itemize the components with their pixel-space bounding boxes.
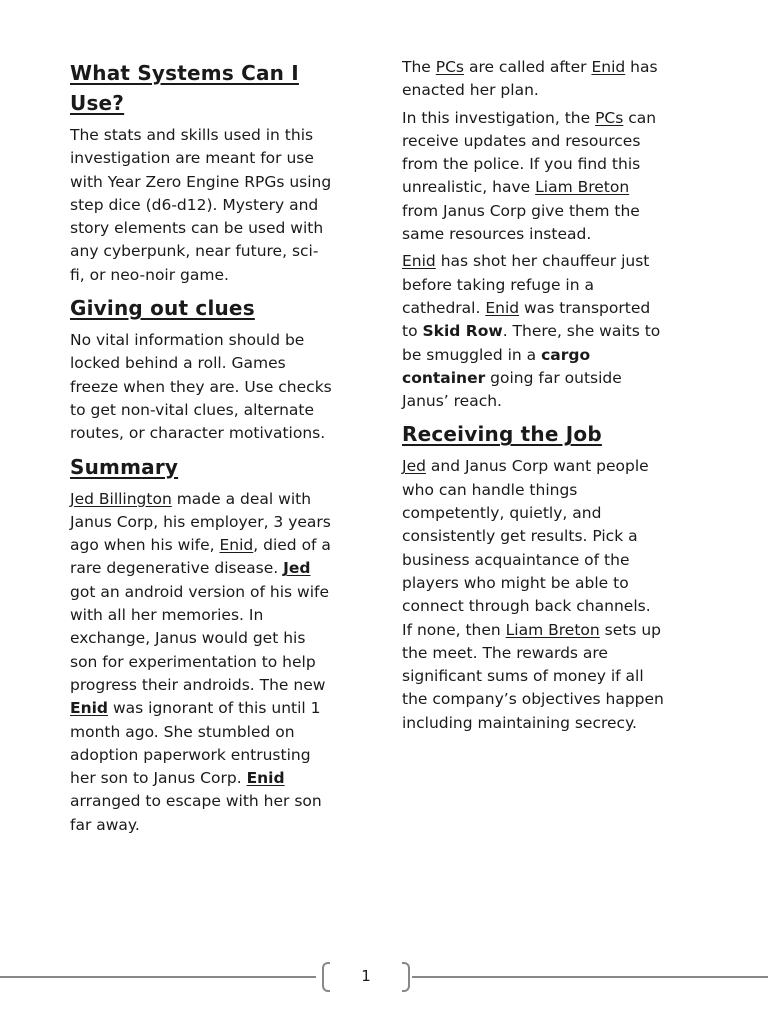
text-run: got an android version of his wife with all her memories. In exchange, Janus would get his son for experimentation to help progress their androids. The new (70, 582, 329, 694)
text-run: . There, she waits to be smuggled in a (402, 322, 661, 364)
term-cargo-container: cargo container (402, 345, 591, 387)
text-run: can receive updates and resources from the police. If you find this unrealistic, have (402, 108, 657, 197)
page-number: 1 (361, 967, 371, 985)
paragraph-clues: No vital information should be locked behind a roll. Games freeze when they are. Use checks to get non-vital clues, alternate routes, or character motivations. (70, 331, 332, 443)
text-run: In this investigation, the (402, 108, 596, 127)
text-run: The (402, 58, 436, 76)
name-liam-breton: Liam Breton (505, 620, 600, 639)
heading-giving-clues: Giving out clues (70, 296, 255, 321)
text-run: was ignorant of this until 1 month ago. She stumbled on adoption paperwork entrusting her son to Janus Corp. (70, 699, 321, 788)
footer-rule-right (412, 976, 768, 978)
name-enid: Enid (402, 252, 436, 271)
place-skid-row: Skid Row (422, 322, 503, 341)
text-run: , died of a rare degenerative disease. (70, 536, 331, 578)
footer-rule-left (0, 976, 316, 978)
text-run: was transported to (402, 298, 651, 341)
text-run: sets up the meet. The rewards are significant sums of money if all the company’s objectives happen including maintaining secrecy. (402, 620, 664, 732)
paragraph-receiving-job (402, 455, 664, 735)
paragraph-summary (70, 488, 332, 837)
term-pcs: PCs (435, 58, 465, 76)
text-run: arranged to escape with her son far away. (70, 792, 322, 834)
name-enid: Enid (591, 58, 626, 76)
text-run: has shot her chauffeur just before taking refuge in a cathedral. (402, 252, 650, 317)
name-jed-bold: Jed (283, 559, 311, 578)
paragraph-systems: The stats and skills used in this investigation are meant for use with Year Zero Engine RPGs using step dice (d6-d12). Mystery and story elements can be used with any cyberpunk, near future, sci-fi, or neo-noir game. (70, 126, 332, 284)
text-run: has enacted her plan. (402, 58, 658, 100)
left-bracket-ornament (322, 962, 330, 992)
text-run: going far outside Janus’ reach. (402, 368, 622, 411)
paragraph-pcs-called (402, 56, 664, 103)
paragraph-investigation (402, 107, 664, 247)
text-run: made a deal with Janus Corp, his employer, 3 years ago when his wife, (70, 489, 331, 555)
name-enid: Enid (485, 298, 520, 317)
heading-what-systems: What Systems Can I Use? (70, 61, 299, 115)
heading-receiving-job: Receiving the Job (402, 422, 602, 447)
name-enid: Enid (219, 536, 254, 555)
name-liam-breton: Liam Breton (535, 178, 630, 197)
text-run: and Janus Corp want people who can handle things competently, quietly, and consistently get results. Pick a business acquaintance of the players who might be able to connect through back channels. If none, then (402, 457, 651, 639)
name-enid-bold: Enid (70, 699, 109, 718)
heading-summary: Summary (70, 454, 179, 479)
name-jed: Jed (402, 457, 426, 476)
text-run: from Janus Corp give them the same resources instead. (402, 201, 640, 244)
name-enid-bold: Enid (246, 769, 285, 788)
text-run: are called after (464, 58, 592, 76)
right-bracket-ornament (402, 962, 410, 992)
term-pcs: PCs (595, 108, 624, 127)
right-column (402, 56, 664, 739)
name-jed-billington: Jed Billington (70, 489, 172, 508)
paragraph-enid-shot (402, 250, 664, 413)
left-column (70, 56, 332, 841)
